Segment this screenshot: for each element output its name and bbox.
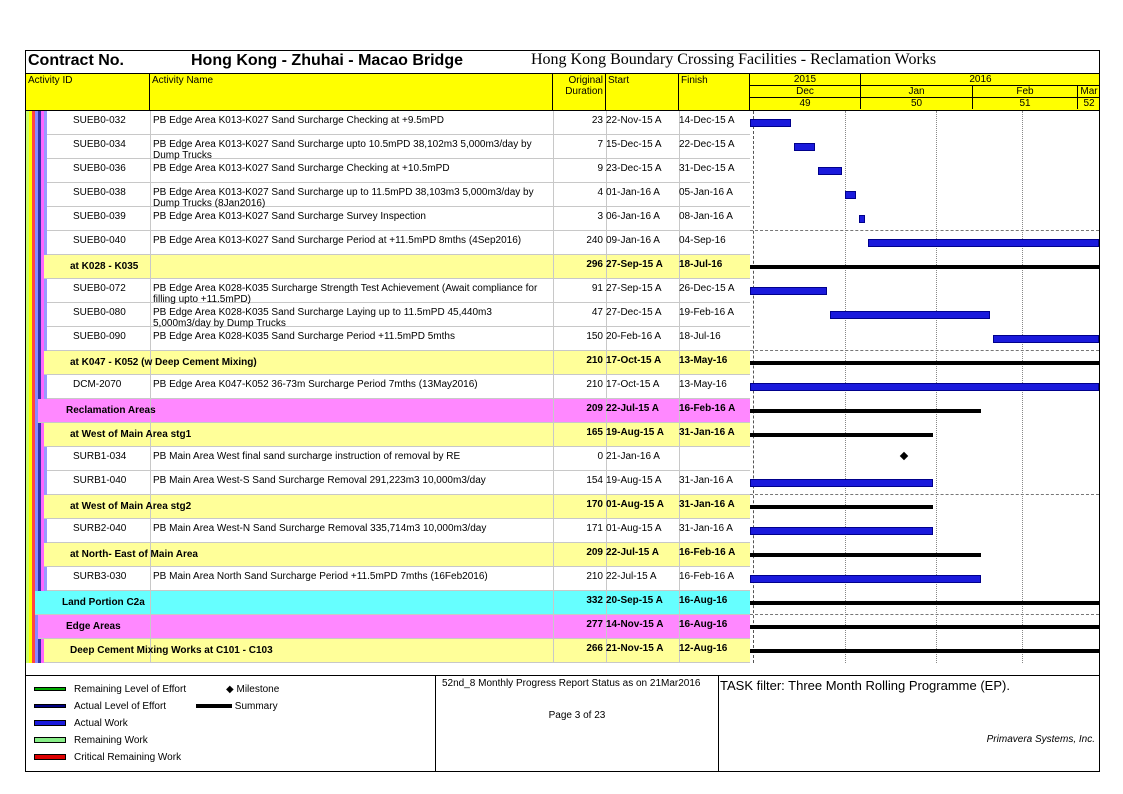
start-date: 21-Nov-15 A (606, 643, 664, 654)
activity-name: PB Edge Area K013-K027 Sand Surcharge Checking at +10.5mPD (153, 163, 450, 174)
finish-date: 13-May-16 (679, 379, 727, 390)
wbs-level-stripes (26, 567, 66, 591)
actual-work-bar[interactable] (794, 143, 815, 151)
timescale-years (750, 74, 1100, 86)
month-jan: Jan (861, 86, 973, 97)
wbs-row[interactable] (26, 591, 750, 615)
footer-status-panel (435, 676, 719, 772)
summary-bar[interactable] (750, 433, 933, 437)
week-50: 50 (861, 98, 973, 109)
wbs-name: Reclamation Areas (66, 405, 156, 416)
wbs-stripe (41, 255, 44, 279)
original-duration: 209 (586, 547, 603, 558)
finish-date: 04-Sep-16 (679, 235, 726, 246)
wbs-level-stripes (26, 495, 66, 519)
finish-date: 16-Feb-16 A (679, 403, 736, 414)
activity-id: SUEB0-080 (73, 307, 126, 318)
wbs-row[interactable] (26, 351, 750, 375)
activity-id: SURB1-040 (73, 475, 127, 486)
summary-bar[interactable] (750, 409, 981, 413)
original-duration: 266 (586, 643, 603, 654)
col-activity-id[interactable]: Activity ID (26, 74, 150, 111)
row-separator (750, 350, 1099, 351)
activity-name: PB Main Area West-N Sand Surcharge Removal 335,714m3 10,000m3/day (153, 523, 487, 534)
start-date: 15-Dec-15 A (606, 139, 662, 150)
activity-id: DCM-2070 (73, 379, 122, 390)
finish-date: 16-Feb-16 A (679, 571, 735, 582)
actual-work-bar[interactable] (845, 191, 857, 199)
page-number: Page 3 of 23 (548, 710, 606, 721)
original-duration: 0 (597, 451, 603, 462)
activity-name: PB Edge Area K028-K035 Surcharge Strength Test Achievement (Await compliance for filling upto +11.5mPD) (153, 283, 538, 305)
activity-row[interactable] (26, 375, 750, 399)
legend-label: Actual Work (74, 718, 128, 729)
actual-work-bar[interactable] (993, 335, 1099, 343)
start-date: 01-Aug-15 A (606, 499, 664, 510)
wbs-row[interactable] (26, 543, 750, 567)
activity-id: SURB3-030 (73, 571, 127, 582)
start-date: 22-Nov-15 A (606, 115, 662, 126)
legend-swatch (34, 754, 66, 760)
column-separator (150, 111, 151, 135)
wbs-level-stripes (26, 279, 66, 303)
finish-date: 12-Aug-16 (679, 643, 728, 654)
wbs-level-stripes (26, 183, 66, 207)
timescale (750, 74, 1100, 111)
column-separator (679, 447, 680, 471)
column-separator (150, 447, 151, 471)
actual-work-bar[interactable] (750, 527, 933, 535)
original-duration: 210 (586, 571, 603, 582)
actual-work-bar[interactable] (818, 167, 842, 175)
column-separator (150, 471, 151, 495)
original-duration: 296 (586, 259, 603, 270)
wbs-level-stripes (26, 327, 66, 351)
wbs-stripe (44, 159, 47, 183)
project-name: Hong Kong - Zhuhai - Macao Bridge (191, 52, 463, 69)
wbs-level-stripes (26, 159, 66, 183)
year-2016: 2016 (969, 74, 992, 85)
legend-label: Remaining Level of Effort (74, 684, 187, 695)
activity-id: SUEB0-039 (73, 211, 126, 222)
wbs-name: at West of Main Area stg2 (70, 501, 192, 512)
summary-bar[interactable] (750, 553, 981, 557)
finish-date: 31-Dec-15 A (679, 163, 735, 174)
wbs-level-stripes (26, 519, 66, 543)
activity-id: SUEB0-034 (73, 139, 126, 150)
activity-row[interactable] (26, 135, 750, 159)
start-date: 09-Jan-16 A (606, 235, 660, 246)
summary-bar[interactable] (750, 625, 1099, 629)
wbs-level-stripes (26, 303, 66, 327)
wbs-name: Land Portion C2a (62, 597, 145, 608)
wbs-level-stripes (26, 447, 66, 471)
original-duration: 4 (597, 187, 603, 198)
timescale-weeks (750, 98, 1100, 110)
activity-name: PB Edge Area K013-K027 Sand Surcharge Checking at +9.5mPD (153, 115, 445, 126)
wbs-name: at K028 - K035 (70, 261, 139, 272)
legend-milestone-label: Milestone (236, 684, 280, 695)
project-subtitle: Hong Kong Boundary Crossing Facilities - Reclamation Works (531, 51, 937, 68)
wbs-level-stripes (26, 351, 66, 375)
week-52: 52 (1083, 98, 1095, 109)
wbs-stripe (35, 399, 38, 423)
report-footer (26, 675, 1099, 772)
actual-work-bar[interactable] (830, 311, 990, 319)
start-date: 23-Dec-15 A (606, 163, 662, 174)
wbs-stripe (44, 567, 47, 591)
activity-row[interactable] (26, 231, 750, 255)
activity-row[interactable] (26, 183, 750, 207)
col-duration[interactable]: Original Duration (553, 74, 606, 111)
wbs-stripe (44, 279, 47, 303)
start-date: 01-Aug-15 A (606, 523, 662, 534)
original-duration: 9 (597, 163, 603, 174)
activity-name: PB Edge Area K047-K052 36-73m Surcharge Period 7mths (13May2016) (153, 379, 478, 390)
activity-name: PB Edge Area K028-K035 Sand Surcharge Period +11.5mPD 5mths (153, 331, 455, 342)
summary-icon (196, 704, 232, 708)
activity-row[interactable] (26, 567, 750, 591)
column-separator (150, 207, 151, 231)
wbs-stripe (44, 471, 47, 495)
column-separator (150, 231, 151, 255)
original-duration: 165 (586, 427, 603, 438)
wbs-level-stripes (26, 231, 66, 255)
col-start[interactable]: Start (606, 74, 679, 111)
wbs-stripe (44, 135, 47, 159)
finish-date: 16-Aug-16 (679, 619, 728, 630)
actual-work-bar[interactable] (750, 575, 981, 583)
wbs-stripe (44, 111, 47, 135)
column-separator (150, 135, 151, 159)
row-separator (750, 614, 1099, 615)
start-date: 19-Aug-15 A (606, 475, 662, 486)
finish-date: 18-Jul-16 (679, 331, 721, 342)
start-date: 22-Jul-15 A (606, 403, 659, 414)
gantt-report-frame (25, 50, 1100, 772)
activity-id: SURB2-040 (73, 523, 127, 534)
legend-label: Critical Remaining Work (74, 752, 182, 763)
contract-label: Contract No. (28, 52, 124, 69)
wbs-row[interactable] (26, 495, 750, 519)
activity-row[interactable] (26, 279, 750, 303)
original-duration: 7 (597, 139, 603, 150)
finish-date: 22-Dec-15 A (679, 139, 735, 150)
activity-row[interactable] (26, 327, 750, 351)
activity-row[interactable] (26, 519, 750, 543)
month-dec: Dec (750, 86, 861, 97)
start-date: 27-Sep-15 A (606, 283, 662, 294)
wbs-level-stripes (26, 543, 66, 567)
actual-work-bar[interactable] (750, 287, 827, 295)
gantt-chart (750, 111, 1099, 663)
wbs-stripe (41, 351, 44, 375)
start-date: 14-Nov-15 A (606, 619, 664, 630)
finish-date: 05-Jan-16 A (679, 187, 733, 198)
finish-date: 13-May-16 (679, 355, 728, 366)
actual-work-bar[interactable] (868, 239, 1099, 247)
wbs-stripe (44, 375, 47, 399)
wbs-stripe (44, 303, 47, 327)
column-separator (150, 159, 151, 183)
finish-date: 18-Jul-16 (679, 259, 723, 270)
original-duration: 23 (591, 115, 603, 126)
week-51: 51 (973, 98, 1078, 109)
wbs-stripe (44, 519, 47, 543)
original-duration: 150 (586, 331, 603, 342)
legend-swatch (34, 737, 66, 743)
finish-date: 31-Jan-16 A (679, 475, 733, 486)
wbs-name: at K047 - K052 (w Deep Cement Mixing) (70, 357, 257, 368)
wbs-level-stripes (26, 639, 66, 663)
start-date: 20-Feb-16 A (606, 331, 662, 342)
activity-name: PB Main Area North Sand Surcharge Period +11.5mPD 7mths (16Feb2016) (153, 571, 488, 582)
finish-date: 16-Aug-16 (679, 595, 728, 606)
wbs-level-stripes (26, 375, 66, 399)
wbs-row[interactable] (26, 423, 750, 447)
summary-bar[interactable] (750, 505, 933, 509)
wbs-level-stripes (26, 135, 66, 159)
activity-row[interactable] (26, 447, 750, 471)
original-duration: 171 (586, 523, 603, 534)
activity-name: PB Edge Area K028-K035 Sand Surcharge Laying up to 11.5mPD 45,440m3 5,000m3/day by Dump Trucks (153, 307, 492, 329)
activity-name: PB Edge Area K013-K027 Sand Surcharge Period at +11.5mPD 8mths (4Sep2016) (153, 235, 522, 246)
row-separator (750, 230, 1099, 231)
legend-swatch (34, 687, 66, 691)
start-date: 22-Jul-15 A (606, 547, 659, 558)
column-separator (150, 591, 151, 615)
week-49: 49 (750, 98, 861, 109)
column-separator (150, 183, 151, 207)
finish-date: 26-Dec-15 A (679, 283, 735, 294)
wbs-level-stripes (26, 423, 66, 447)
activity-name: PB Edge Area K013-K027 Sand Surcharge upto 10.5mPD 38,102m3 5,000m3/day by Dump Trucks (153, 139, 532, 161)
activity-id: SURB1-034 (73, 451, 127, 462)
col-activity-name[interactable]: Activity Name (150, 74, 553, 111)
wbs-stripe (41, 543, 44, 567)
summary-bar[interactable] (750, 361, 1099, 365)
wbs-stripe (44, 231, 47, 255)
wbs-stripe (41, 423, 44, 447)
original-duration: 209 (586, 403, 603, 414)
original-duration: 332 (586, 595, 603, 606)
legend-label: Actual Level of Effort (74, 701, 167, 712)
column-header (26, 73, 1099, 111)
wbs-name: Deep Cement Mixing Works at C101 - C103 (70, 645, 273, 656)
wbs-level-stripes (26, 615, 66, 639)
column-separator (150, 375, 151, 399)
wbs-name: Edge Areas (66, 621, 121, 632)
vendor-name: Primavera Systems, Inc. (986, 734, 1095, 745)
original-duration: 3 (597, 211, 603, 222)
legend-summary-label: Summary (234, 701, 278, 712)
wbs-row[interactable] (26, 255, 750, 279)
column-separator (150, 327, 151, 351)
start-date: 27-Sep-15 A (606, 259, 663, 270)
wbs-stripe (35, 615, 38, 639)
wbs-level-stripes (26, 111, 66, 135)
wbs-level-stripes (26, 471, 66, 495)
activity-row[interactable] (26, 159, 750, 183)
original-duration: 154 (586, 475, 603, 486)
start-date: 21-Jan-16 A (606, 451, 660, 462)
timescale-months (750, 86, 1100, 98)
activity-id: SUEB0-090 (73, 331, 126, 342)
finish-date: 19-Feb-16 A (679, 307, 735, 318)
original-duration: 170 (586, 499, 603, 510)
start-date: 01-Jan-16 A (606, 187, 660, 198)
legend-swatch (34, 704, 66, 708)
activity-name: PB Main Area West final sand surcharge instruction of removal by RE (153, 451, 461, 462)
activity-id: SUEB0-040 (73, 235, 126, 246)
summary-bar[interactable] (750, 601, 1099, 605)
legend-swatch (34, 720, 66, 726)
activity-row[interactable] (26, 303, 750, 327)
finish-date: 31-Jan-16 A (679, 499, 735, 510)
activity-name: PB Main Area West-S Sand Surcharge Removal 291,223m3 10,000m3/day (153, 475, 486, 486)
wbs-row[interactable] (26, 399, 750, 423)
column-separator (150, 255, 151, 279)
finish-date: 08-Jan-16 A (679, 211, 733, 222)
milestone-diamond[interactable] (900, 452, 908, 460)
wbs-stripe (41, 639, 44, 663)
finish-date: 16-Feb-16 A (679, 547, 736, 558)
legend-label: Remaining Work (74, 735, 148, 746)
actual-work-bar[interactable] (750, 383, 1099, 391)
wbs-row[interactable] (26, 639, 750, 663)
wbs-stripe (44, 183, 47, 207)
wbs-name: at West of Main Area stg1 (70, 429, 192, 440)
wbs-stripe (44, 327, 47, 351)
wbs-stripe (44, 447, 47, 471)
original-duration: 210 (586, 379, 603, 390)
start-date: 22-Jul-15 A (606, 571, 657, 582)
start-date: 17-Oct-15 A (606, 355, 662, 366)
activity-row[interactable] (26, 207, 750, 231)
finish-date: 31-Jan-16 A (679, 523, 733, 534)
month-mar: Mar (1080, 86, 1098, 97)
year-2015: 2015 (750, 74, 861, 85)
legend-milestone (226, 684, 279, 695)
original-duration: 277 (586, 619, 603, 630)
wbs-level-stripes (26, 207, 66, 231)
footer-filter-panel (717, 676, 1099, 772)
report-status: 52nd_8 Monthly Progress Report Status as on 21Mar2016 (442, 678, 701, 689)
wbs-row[interactable] (26, 615, 750, 639)
wbs-stripe (41, 495, 44, 519)
start-date: 27-Dec-15 A (606, 307, 662, 318)
legend-summary (196, 701, 278, 712)
column-separator (150, 279, 151, 303)
wbs-stripe (32, 591, 35, 615)
activity-id: SUEB0-036 (73, 163, 126, 174)
original-duration: 240 (586, 235, 603, 246)
milestone-icon: ◆ (226, 684, 234, 695)
start-date: 17-Oct-15 A (606, 379, 660, 390)
activity-row[interactable] (26, 111, 750, 135)
start-date: 19-Aug-15 A (606, 427, 664, 438)
wbs-level-stripes (26, 399, 66, 423)
finish-date: 31-Jan-16 A (679, 427, 735, 438)
actual-work-bar[interactable] (750, 479, 933, 487)
start-date: 20-Sep-15 A (606, 595, 663, 606)
activity-name: PB Edge Area K013-K027 Sand Surcharge up to 11.5mPD 38,103m3 5,000m3/day by Dump Trucks (8Jan2016) (153, 187, 534, 209)
column-separator (150, 567, 151, 591)
column-separator (150, 615, 151, 639)
original-duration: 47 (591, 307, 603, 318)
activity-name: PB Edge Area K013-K027 Sand Surcharge Survey Inspection (153, 211, 426, 222)
month-feb: Feb (973, 86, 1078, 97)
activity-id: SUEB0-072 (73, 283, 126, 294)
row-separator (750, 494, 1099, 495)
start-date: 06-Jan-16 A (606, 211, 660, 222)
column-separator (150, 303, 151, 327)
actual-work-bar[interactable] (750, 119, 791, 127)
wbs-name: at North- East of Main Area (70, 549, 198, 560)
summary-bar[interactable] (750, 265, 1099, 269)
original-duration: 210 (586, 355, 603, 366)
activity-id: SUEB0-038 (73, 187, 126, 198)
actual-work-bar[interactable] (859, 215, 865, 223)
original-duration: 91 (591, 283, 603, 294)
activity-id: SUEB0-032 (73, 115, 126, 126)
summary-bar[interactable] (750, 649, 1099, 653)
task-filter: TASK filter: Three Month Rolling Programme (EP). (720, 678, 1010, 693)
col-finish[interactable]: Finish (679, 74, 750, 111)
wbs-stripe (44, 207, 47, 231)
wbs-level-stripes (26, 591, 66, 615)
column-separator (150, 519, 151, 543)
wbs-level-stripes (26, 255, 66, 279)
activity-row[interactable] (26, 471, 750, 495)
finish-date: 14-Dec-15 A (679, 115, 735, 126)
